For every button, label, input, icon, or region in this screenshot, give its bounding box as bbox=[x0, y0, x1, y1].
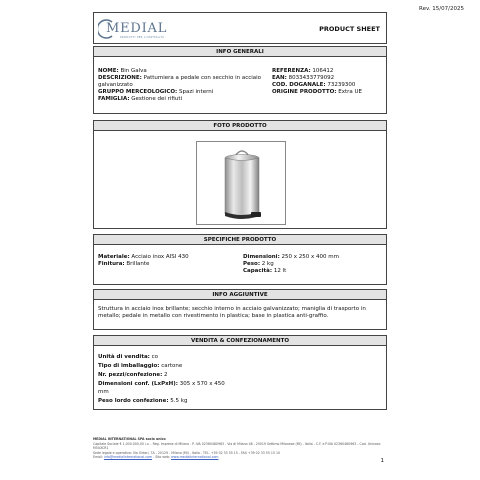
origin-value: Extra UE bbox=[338, 89, 363, 95]
field-pack-dimensions: Dimensioni conf. (LxPxH): 305 x 570 x 450 bbox=[98, 381, 225, 387]
gross-weight-value: 5.5 kg bbox=[170, 398, 188, 404]
field-name: NOME: Bin Galva bbox=[98, 68, 147, 74]
section-header-specs: SPECIFICHE PRODOTTO bbox=[93, 234, 387, 245]
sheet-header bbox=[93, 12, 387, 44]
general-info-box bbox=[93, 57, 387, 114]
section-header-additional: INFO AGGIUNTIVE bbox=[93, 289, 387, 300]
field-origin: ORIGINE PRODOTTO: Extra UE bbox=[272, 89, 363, 95]
finish-value: Brillante bbox=[126, 261, 150, 267]
field-sales-unit: Unità di vendita: co bbox=[98, 354, 158, 360]
medial-logo bbox=[98, 17, 178, 41]
packaging-box bbox=[93, 346, 387, 410]
field-family: FAMIGLIA: Gestione dei rifiuti bbox=[98, 96, 183, 102]
capacity-value: 12 lt bbox=[273, 268, 287, 274]
sales-unit-value: co bbox=[151, 354, 158, 360]
dimensions-value: 250 x 250 x 400 mm bbox=[281, 254, 339, 260]
field-finish: Finitura: Brillante bbox=[98, 261, 150, 267]
footer-legal-line: Capitale Sociale € 1.000.000,00 i.v. - Reg. Imprese di Milano - P. IVA 02360480963 - Via di Milano 48 - 20019 Settimo Milanese (MI) - Italia - C.F. e P.IVA 02360480963 - Cod. Univoco M5UXCR1 bbox=[93, 441, 381, 451]
field-capacity: Capacità: 12 lt bbox=[243, 268, 287, 274]
product-photo bbox=[196, 141, 286, 225]
section-header-packaging: VENDITA & CONFEZIONAMENTO bbox=[93, 335, 387, 346]
field-description: DESCRIZIONE: Pattumiera a pedale con secchio in acciaio galvanizzato bbox=[98, 75, 262, 88]
pieces-value: 2 bbox=[164, 372, 168, 378]
footer-email-link[interactable]: info@medialinternational.com bbox=[103, 455, 153, 460]
field-gross-weight: Peso lordo confezione: 5.5 kg bbox=[98, 398, 188, 404]
revision-date: Rev. 15/07/2025 bbox=[419, 6, 464, 12]
page-footer bbox=[93, 437, 393, 460]
field-customs-code: COD. DOGANALE: 73239300 bbox=[272, 82, 356, 88]
pack-dimensions-value: 305 x 570 x 450 bbox=[179, 381, 225, 387]
material-value: Acciaio inox AISI 430 bbox=[131, 254, 189, 260]
customs-code-value: 73239300 bbox=[327, 82, 356, 88]
ean-value: 8033433779092 bbox=[288, 75, 335, 81]
page-number: 1 bbox=[380, 458, 384, 464]
footer-contact-line: Email: info@medialinternational.com - Sito web: www.medialinternational.com bbox=[93, 455, 219, 460]
pack-dimensions-unit: mm bbox=[98, 389, 109, 395]
group-value: Spazi interni bbox=[179, 89, 214, 95]
weight-value: 2 kg bbox=[261, 261, 274, 267]
field-material: Materiale: Acciaio inox AISI 430 bbox=[98, 254, 189, 260]
pedal-bin-image bbox=[197, 142, 287, 226]
field-pieces-per-pack: Nr. pezzi/confezione: 2 bbox=[98, 372, 168, 378]
specs-box bbox=[93, 245, 387, 285]
field-weight: Peso: 2 kg bbox=[243, 261, 274, 267]
name-value: Bin Galva bbox=[120, 68, 147, 74]
field-reference: REFERENZA: 106412 bbox=[272, 68, 334, 74]
footer-website-link[interactable]: www.medialinternational.com bbox=[171, 455, 219, 460]
additional-info-text: Struttura in acciaio inox brillante; secchio interno in acciaio galvanizzato; maniglia di trasporto in metallo; pedale in metallo con rivestimento in plastica; base in plastica anti-graffio. bbox=[98, 306, 366, 320]
footer-address-line: Sede legale e operativa: Via Sirtori, 7A - 20129 - Milano (MI) - Italia - TEL. +39 02 33 55 15 - FAX +39 02 33 55 15 10 bbox=[93, 450, 280, 455]
field-group: GRUPPO MERCEOLOGICO: Spazi interni bbox=[98, 89, 214, 95]
section-header-general: INFO GENERALI bbox=[93, 46, 387, 57]
reference-value: 106412 bbox=[312, 68, 334, 74]
sheet-title: PRODUCT SHEET bbox=[319, 25, 380, 33]
description-value: Pattumiera a pedale con secchio in acciaio galvanizzato bbox=[98, 75, 262, 88]
section-header-photo: FOTO PRODOTTO bbox=[93, 120, 387, 131]
field-ean: EAN: 8033433779092 bbox=[272, 75, 335, 81]
field-packaging-type: Tipo di imballaggio: cartone bbox=[98, 363, 183, 369]
family-value: Gestione dei rifiuti bbox=[131, 96, 183, 102]
field-dimensions: Dimensioni: 250 x 250 x 400 mm bbox=[243, 254, 339, 260]
logo-tagline: PRODOTTI PER L'OSPITALITÀ bbox=[120, 36, 165, 39]
packaging-type-value: cartone bbox=[161, 363, 183, 369]
footer-company: MEDIAL INTERNATIONAL SPA socio unico bbox=[93, 437, 166, 441]
logo-wordmark: MEDIAL bbox=[106, 21, 168, 36]
